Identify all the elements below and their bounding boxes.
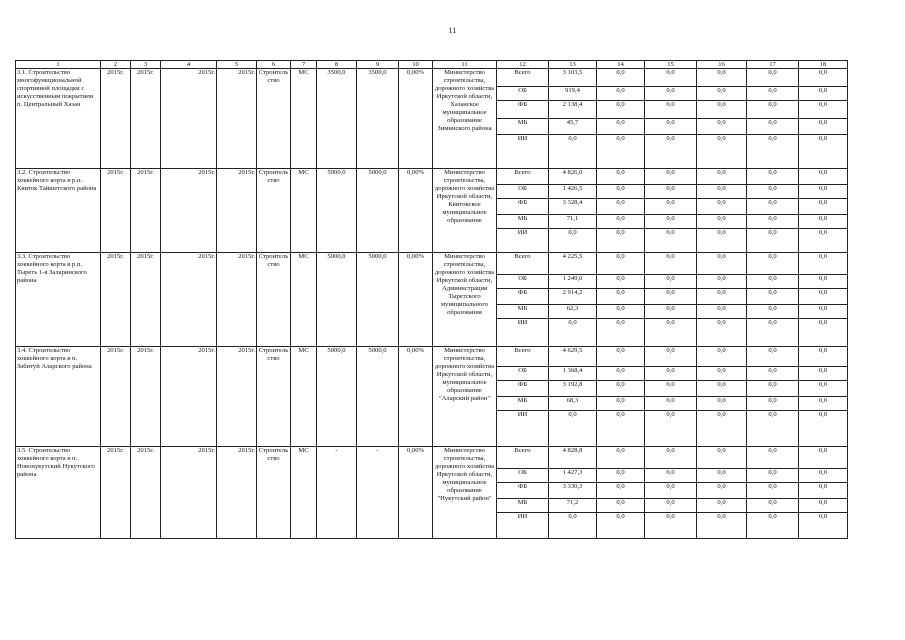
funding-source: Всего xyxy=(497,253,549,275)
value-cell: 1 426,5 xyxy=(549,185,597,199)
value-cell: 0,0 xyxy=(747,185,799,199)
value-cell: 0,0 xyxy=(747,229,799,253)
value-cell: 0,0 xyxy=(597,199,645,215)
value-cell: 0,0 xyxy=(645,275,697,289)
header-cell: 8 xyxy=(317,61,357,69)
project-name: 3.2. Строительство хоккейного корта в р.п. Квиток Тайшетского района xyxy=(16,169,101,253)
funding-source: ОБ xyxy=(497,469,549,483)
value-cell: 0,0 xyxy=(747,347,799,367)
value-cell: 0,0 xyxy=(697,119,747,135)
value-cell: 0,0 xyxy=(597,253,645,275)
value-cell: 0,0 xyxy=(697,513,747,539)
value-cell: 0,0 xyxy=(799,397,848,411)
value-cell: 0,0 xyxy=(799,513,848,539)
value-cell: 0,0 xyxy=(799,411,848,447)
header-cell: 11 xyxy=(433,61,497,69)
value-cell: 1 249,0 xyxy=(549,275,597,289)
value-cell: 0,0 xyxy=(697,397,747,411)
year-cell: 2015г. xyxy=(131,253,161,347)
value-cell: 0,0 xyxy=(597,229,645,253)
customer-code: МС xyxy=(291,69,317,169)
header-cell: 1 xyxy=(16,61,101,69)
table-row xyxy=(16,447,848,469)
value-cell: 0,0 xyxy=(747,69,799,87)
year-cell: 2015г. xyxy=(131,69,161,169)
funding-source: ОБ xyxy=(497,275,549,289)
value-cell: 71,1 xyxy=(549,215,597,229)
value-cell: 0,0 xyxy=(597,169,645,185)
funding-source: ИИ xyxy=(497,319,549,347)
value-cell: 0,0 xyxy=(597,469,645,483)
funding-source: ИИ xyxy=(497,411,549,447)
value-cell: 0,0 xyxy=(747,135,799,169)
funding-source: МБ xyxy=(497,499,549,513)
value-cell: 0,0 xyxy=(645,499,697,513)
value-cell: 0,0 xyxy=(799,253,848,275)
value-cell: 0,0 xyxy=(747,483,799,499)
header-cell: 18 xyxy=(799,61,848,69)
funding-source: МБ xyxy=(497,397,549,411)
year-cell: 2015г. xyxy=(217,447,257,539)
year-cell: 2015г. xyxy=(131,347,161,447)
responsible: Министерство строительства, дорожного хозяйства Иркутской области, муниципальное образование "Нукутский район" xyxy=(433,447,497,539)
value-cell: 4 828,8 xyxy=(549,447,597,469)
percent: 0,00% xyxy=(399,253,433,347)
value-cell: 2 914,2 xyxy=(549,289,597,305)
value-cell: 0,0 xyxy=(799,135,848,169)
year-cell: 2015г. xyxy=(161,347,217,447)
value-cell: 0,0 xyxy=(747,381,799,397)
year-cell: 2015г. xyxy=(217,347,257,447)
capacity-total: 5000,0 xyxy=(357,169,399,253)
capacity-total: 5000,0 xyxy=(357,253,399,347)
header-cell: 3 xyxy=(131,61,161,69)
value-cell: 0,0 xyxy=(597,305,645,319)
value-cell: 0,0 xyxy=(747,169,799,185)
value-cell: 0,0 xyxy=(645,397,697,411)
funding-source: ФБ xyxy=(497,289,549,305)
work-type: Строительство xyxy=(257,69,291,169)
value-cell: 0,0 xyxy=(697,381,747,397)
value-cell: 0,0 xyxy=(597,397,645,411)
header-row xyxy=(16,61,848,69)
funding-source: МБ xyxy=(497,119,549,135)
value-cell: 0,0 xyxy=(747,447,799,469)
capacity: - xyxy=(317,447,357,539)
responsible: Министерство строительства, дорожного хозяйства Иркутской области, Хазанское муниципальное образование Зиминского района xyxy=(433,69,497,169)
responsible: Министерство строительства, дорожного хозяйства Иркутской области, Квитокское муниципальное образование xyxy=(433,169,497,253)
value-cell: 0,0 xyxy=(645,483,697,499)
year-cell: 2015г. xyxy=(101,169,131,253)
capacity: 5000,0 xyxy=(317,347,357,447)
value-cell: 0,0 xyxy=(697,229,747,253)
header-cell: 7 xyxy=(291,61,317,69)
year-cell: 2015г. xyxy=(217,169,257,253)
percent: 0,00% xyxy=(399,447,433,539)
project-name: 3.5. Строительство хоккейного корта в п. Новонукутский Нукутского района xyxy=(16,447,101,539)
value-cell: 3 103,5 xyxy=(549,69,597,87)
value-cell: 0,0 xyxy=(597,87,645,101)
header-cell: 9 xyxy=(357,61,399,69)
table-row xyxy=(16,253,848,275)
value-cell: 0,0 xyxy=(697,169,747,185)
value-cell: 0,0 xyxy=(597,411,645,447)
value-cell: 2 138,4 xyxy=(549,101,597,119)
work-type: Строительство xyxy=(257,253,291,347)
funding-source: ИИ xyxy=(497,135,549,169)
table-row xyxy=(16,169,848,185)
value-cell: 0,0 xyxy=(697,289,747,305)
header-cell: 10 xyxy=(399,61,433,69)
value-cell: 0,0 xyxy=(645,411,697,447)
value-cell: 0,0 xyxy=(645,119,697,135)
funding-source: ИИ xyxy=(497,229,549,253)
value-cell: 0,0 xyxy=(645,101,697,119)
value-cell: 0,0 xyxy=(697,469,747,483)
value-cell: 0,0 xyxy=(697,215,747,229)
header-cell: 5 xyxy=(217,61,257,69)
value-cell: 0,0 xyxy=(697,135,747,169)
year-cell: 2015г. xyxy=(131,447,161,539)
value-cell: 4 225,5 xyxy=(549,253,597,275)
project-name: 3.3. Строительство хоккейного корта в р.п. Тыреть 1-я Заларинского района xyxy=(16,253,101,347)
value-cell: 0,0 xyxy=(747,499,799,513)
value-cell: 0,0 xyxy=(747,199,799,215)
value-cell: 0,0 xyxy=(645,367,697,381)
year-cell: 2015г. xyxy=(101,447,131,539)
percent: 0,00% xyxy=(399,169,433,253)
value-cell: 1 427,3 xyxy=(549,469,597,483)
year-cell: 2015г. xyxy=(217,253,257,347)
value-cell: 0,0 xyxy=(747,289,799,305)
value-cell: 0,0 xyxy=(597,319,645,347)
funding-source: ОБ xyxy=(497,87,549,101)
value-cell: 0,0 xyxy=(645,289,697,305)
value-cell: 0,0 xyxy=(799,447,848,469)
header-cell: 12 xyxy=(497,61,549,69)
value-cell: 0,0 xyxy=(597,367,645,381)
funding-source: ФБ xyxy=(497,101,549,119)
value-cell: 0,0 xyxy=(747,469,799,483)
value-cell: 0,0 xyxy=(645,347,697,367)
year-cell: 2015г. xyxy=(217,69,257,169)
value-cell: 0,0 xyxy=(799,319,848,347)
percent: 0,00% xyxy=(399,69,433,169)
value-cell: 0,0 xyxy=(697,347,747,367)
value-cell: 0,0 xyxy=(747,87,799,101)
funding-source: ФБ xyxy=(497,381,549,397)
year-cell: 2015г. xyxy=(131,169,161,253)
value-cell: 0,0 xyxy=(799,483,848,499)
value-cell: 0,0 xyxy=(597,513,645,539)
table-row xyxy=(16,69,848,87)
value-cell: 0,0 xyxy=(549,513,597,539)
value-cell: 0,0 xyxy=(597,447,645,469)
value-cell: 0,0 xyxy=(799,275,848,289)
customer-code: МС xyxy=(291,169,317,253)
value-cell: 0,0 xyxy=(799,381,848,397)
percent: 0,00% xyxy=(399,347,433,447)
value-cell: 0,0 xyxy=(799,499,848,513)
value-cell: 0,0 xyxy=(597,499,645,513)
funding-source: Всего xyxy=(497,169,549,185)
value-cell: 0,0 xyxy=(697,367,747,381)
value-cell: 45,7 xyxy=(549,119,597,135)
value-cell: 0,0 xyxy=(597,289,645,305)
funding-source: ОБ xyxy=(497,185,549,199)
value-cell: 0,0 xyxy=(799,215,848,229)
year-cell: 2015г. xyxy=(161,169,217,253)
value-cell: 0,0 xyxy=(645,319,697,347)
value-cell: 0,0 xyxy=(697,275,747,289)
funding-source: Всего xyxy=(497,69,549,87)
value-cell: 919,4 xyxy=(549,87,597,101)
value-cell: 0,0 xyxy=(645,381,697,397)
value-cell: 3 330,3 xyxy=(549,483,597,499)
value-cell: 0,0 xyxy=(697,87,747,101)
capacity: 5000,0 xyxy=(317,253,357,347)
value-cell: 0,0 xyxy=(597,185,645,199)
capacity-total: - xyxy=(357,447,399,539)
funding-source: Всего xyxy=(497,347,549,367)
header-cell: 4 xyxy=(161,61,217,69)
value-cell: 0,0 xyxy=(799,305,848,319)
value-cell: 0,0 xyxy=(799,101,848,119)
value-cell: 0,0 xyxy=(645,469,697,483)
customer-code: МС xyxy=(291,347,317,447)
responsible: Министерство строительства, дорожного хозяйства Иркутской области, муниципальное образование "Аларский район" xyxy=(433,347,497,447)
value-cell: 0,0 xyxy=(747,253,799,275)
header-cell: 16 xyxy=(697,61,747,69)
value-cell: 0,0 xyxy=(747,215,799,229)
year-cell: 2015г. xyxy=(101,347,131,447)
work-type: Строительство xyxy=(257,169,291,253)
value-cell: 0,0 xyxy=(597,483,645,499)
value-cell: 0,0 xyxy=(799,169,848,185)
value-cell: 0,0 xyxy=(697,483,747,499)
value-cell: 0,0 xyxy=(799,347,848,367)
value-cell: 0,0 xyxy=(597,381,645,397)
value-cell: 0,0 xyxy=(697,253,747,275)
value-cell: 0,0 xyxy=(747,513,799,539)
customer-code: МС xyxy=(291,253,317,347)
page-number: 11 xyxy=(448,26,457,35)
value-cell: 0,0 xyxy=(747,319,799,347)
value-cell: 0,0 xyxy=(645,169,697,185)
value-cell: 0,0 xyxy=(799,87,848,101)
value-cell: 0,0 xyxy=(645,253,697,275)
value-cell: 0,0 xyxy=(799,367,848,381)
header-cell: 13 xyxy=(549,61,597,69)
header-cell: 2 xyxy=(101,61,131,69)
program-table xyxy=(15,60,848,539)
value-cell: 62,3 xyxy=(549,305,597,319)
value-cell: 0,0 xyxy=(645,199,697,215)
project-name: 3.1. Строительство многофункциональной спортивной площадки с искусственным покрытием п. Центральный Хазан xyxy=(16,69,101,169)
value-cell: 0,0 xyxy=(697,69,747,87)
customer-code: МС xyxy=(291,447,317,539)
value-cell: 0,0 xyxy=(597,101,645,119)
value-cell: 4 826,0 xyxy=(549,169,597,185)
work-type: Строительство xyxy=(257,347,291,447)
funding-source: ФБ xyxy=(497,199,549,215)
header-cell: 17 xyxy=(747,61,799,69)
value-cell: 0,0 xyxy=(747,367,799,381)
project-name: 3.4. Строительство хоккейного корта в п. Забитуй Аларского района xyxy=(16,347,101,447)
value-cell: 0,0 xyxy=(697,101,747,119)
value-cell: 71,2 xyxy=(549,499,597,513)
year-cell: 2015г. xyxy=(101,69,131,169)
value-cell: 0,0 xyxy=(597,215,645,229)
value-cell: 0,0 xyxy=(747,119,799,135)
value-cell: 0,0 xyxy=(597,119,645,135)
value-cell: 0,0 xyxy=(597,347,645,367)
value-cell: 0,0 xyxy=(799,69,848,87)
value-cell: 0,0 xyxy=(645,69,697,87)
value-cell: 0,0 xyxy=(597,69,645,87)
header-cell: 14 xyxy=(597,61,645,69)
capacity: 3500,0 xyxy=(317,69,357,169)
value-cell: 0,0 xyxy=(799,469,848,483)
value-cell: 0,0 xyxy=(697,199,747,215)
capacity: 5000,0 xyxy=(317,169,357,253)
value-cell: 0,0 xyxy=(799,289,848,305)
year-cell: 2015г. xyxy=(161,447,217,539)
year-cell: 2015г. xyxy=(101,253,131,347)
value-cell: 0,0 xyxy=(697,411,747,447)
value-cell: 0,0 xyxy=(645,229,697,253)
value-cell: 0,0 xyxy=(799,119,848,135)
value-cell: 3 192,8 xyxy=(549,381,597,397)
funding-source: ИИ xyxy=(497,513,549,539)
funding-source: ОБ xyxy=(497,367,549,381)
year-cell: 2015г. xyxy=(161,253,217,347)
funding-source: МБ xyxy=(497,305,549,319)
funding-source: МБ xyxy=(497,215,549,229)
value-cell: 0,0 xyxy=(747,305,799,319)
value-cell: 0,0 xyxy=(597,275,645,289)
value-cell: 0,0 xyxy=(645,87,697,101)
value-cell: 0,0 xyxy=(747,411,799,447)
value-cell: 0,0 xyxy=(697,447,747,469)
value-cell: 68,3 xyxy=(549,397,597,411)
value-cell: 0,0 xyxy=(549,319,597,347)
value-cell: 0,0 xyxy=(697,305,747,319)
value-cell: 0,0 xyxy=(747,275,799,289)
responsible: Министерство строительства, дорожного хозяйства Иркутской области, Администрация Тыретского муниципального образования xyxy=(433,253,497,347)
header-cell: 6 xyxy=(257,61,291,69)
value-cell: 0,0 xyxy=(645,135,697,169)
value-cell: 0,0 xyxy=(549,135,597,169)
value-cell: 0,0 xyxy=(645,215,697,229)
value-cell: 0,0 xyxy=(697,499,747,513)
value-cell: 0,0 xyxy=(799,185,848,199)
value-cell: 0,0 xyxy=(645,513,697,539)
table-row xyxy=(16,347,848,367)
value-cell: 0,0 xyxy=(645,185,697,199)
funding-source: Всего xyxy=(497,447,549,469)
capacity-total: 5000,0 xyxy=(357,347,399,447)
value-cell: 4 629,5 xyxy=(549,347,597,367)
funding-source: ФБ xyxy=(497,483,549,499)
value-cell: 3 328,4 xyxy=(549,199,597,215)
value-cell: 0,0 xyxy=(697,185,747,199)
value-cell: 0,0 xyxy=(799,229,848,253)
value-cell: 0,0 xyxy=(799,199,848,215)
value-cell: 0,0 xyxy=(747,397,799,411)
value-cell: 0,0 xyxy=(549,411,597,447)
header-cell: 15 xyxy=(645,61,697,69)
value-cell: 0,0 xyxy=(549,229,597,253)
capacity-total: 3500,0 xyxy=(357,69,399,169)
year-cell: 2015г. xyxy=(161,69,217,169)
value-cell: 0,0 xyxy=(747,101,799,119)
value-cell: 0,0 xyxy=(645,305,697,319)
value-cell: 0,0 xyxy=(645,447,697,469)
value-cell: 0,0 xyxy=(697,319,747,347)
value-cell: 1 368,4 xyxy=(549,367,597,381)
value-cell: 0,0 xyxy=(597,135,645,169)
work-type: Строительство xyxy=(257,447,291,539)
